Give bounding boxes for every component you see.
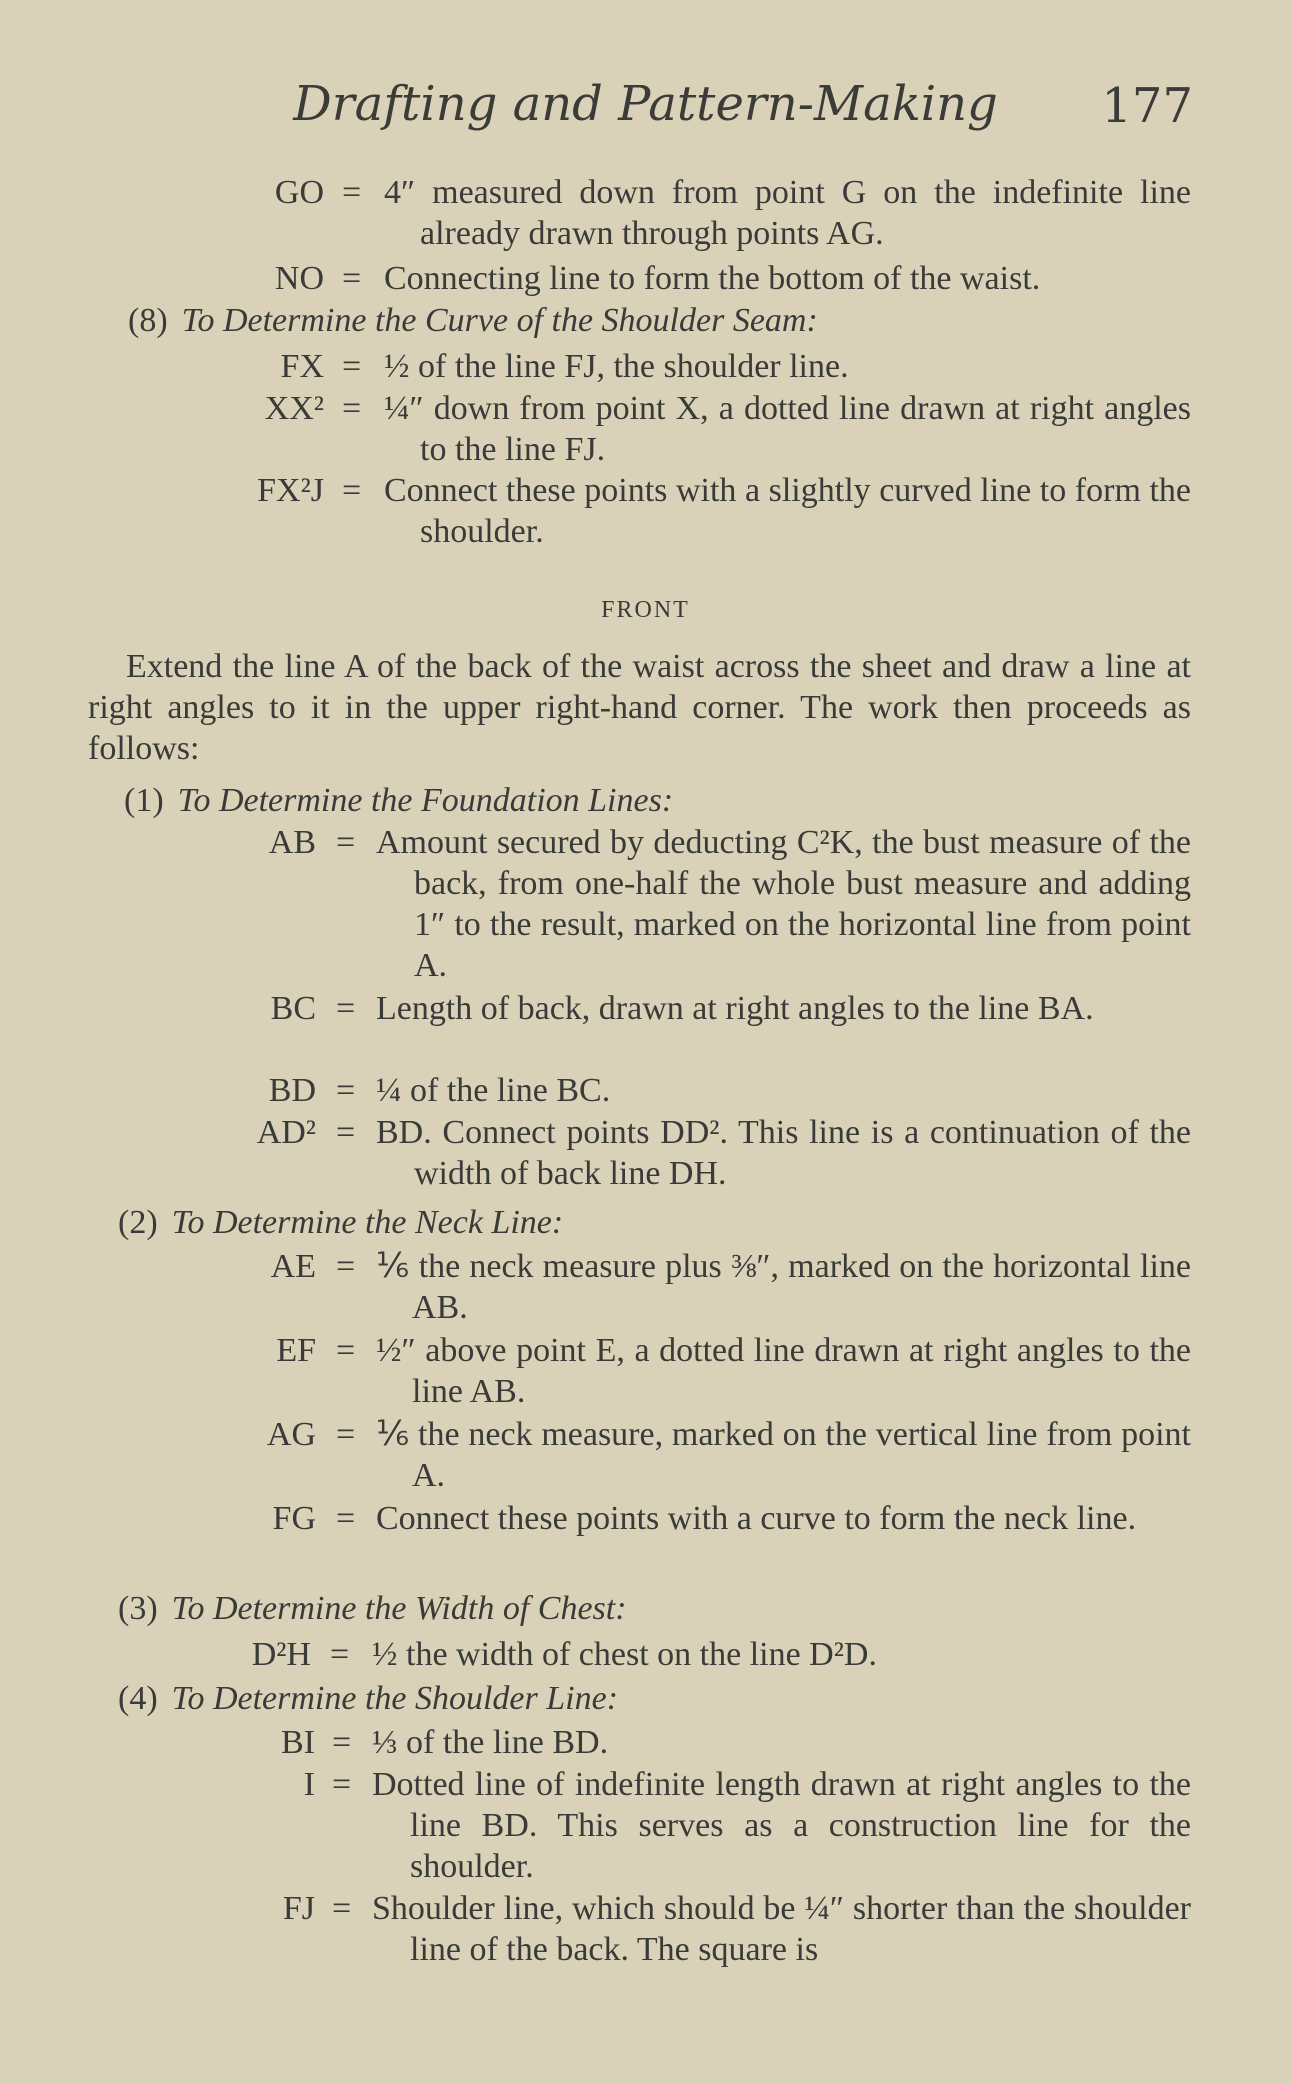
definition-term: EF bbox=[276, 1332, 316, 1369]
section-number: (4) bbox=[118, 1680, 158, 1717]
definition-term: XX² bbox=[264, 390, 324, 427]
definition-text: Connect these points with a curve to form the neck line. bbox=[376, 1500, 1137, 1537]
definition-text: Shoulder line, which should be ¼″ shorter than the shoulder line of the back. The square is bbox=[372, 1890, 1191, 1968]
equals-sign: = bbox=[336, 1416, 356, 1453]
definition-term: FX bbox=[280, 348, 324, 385]
definition-term: FG bbox=[272, 1500, 316, 1537]
equals-sign: = bbox=[332, 1890, 352, 1927]
definition-term: BI bbox=[281, 1724, 315, 1761]
definition-term: FX²J bbox=[257, 472, 324, 509]
definition-term: FJ bbox=[282, 1890, 315, 1927]
equals-sign: = bbox=[336, 1114, 356, 1151]
section-heading-3 bbox=[118, 1588, 627, 1629]
definition-text: Amount secured by deducting C²K, the bust measure of the back, from one-half the whole bust measure and adding 1″ to the result, marked on the horizontal line from point A. bbox=[376, 824, 1191, 984]
section-heading-8 bbox=[128, 300, 818, 341]
equals-sign: = bbox=[342, 390, 362, 427]
equals-sign: = bbox=[342, 174, 362, 211]
definition-text: ½ the width of chest on the line D²D. bbox=[372, 1636, 877, 1673]
definition-text: Connecting line to form the bottom of the waist. bbox=[384, 260, 1041, 297]
section-title: To Determine the Width of Chest: bbox=[171, 1590, 627, 1627]
section-title: To Determine the Curve of the Shoulder Seam: bbox=[181, 302, 818, 339]
equals-sign: = bbox=[336, 990, 356, 1027]
definition-text: Length of back, drawn at right angles to the line BA. bbox=[376, 990, 1094, 1027]
definition-term: AB bbox=[268, 824, 316, 861]
definition-term: GO bbox=[274, 174, 324, 211]
equals-sign: = bbox=[336, 824, 356, 861]
equals-sign: = bbox=[336, 1248, 356, 1285]
definition-term: AG bbox=[266, 1416, 316, 1453]
definition-term: AE bbox=[270, 1248, 316, 1285]
equals-sign: = bbox=[336, 1332, 356, 1369]
definition-text: Connect these points with a slightly curved line to form the shoulder. bbox=[384, 472, 1191, 550]
equals-sign: = bbox=[332, 1766, 352, 1803]
section-heading-front: FRONT bbox=[601, 597, 690, 623]
definition-text: ⅓ of the line BD. bbox=[372, 1724, 609, 1761]
definition-term: I bbox=[303, 1766, 315, 1803]
equals-sign: = bbox=[336, 1500, 356, 1537]
running-header-title: Drafting and Pattern-Making bbox=[293, 76, 998, 132]
definition-term: NO bbox=[274, 260, 324, 297]
section-number: (1) bbox=[124, 782, 164, 819]
definition-text: ½″ above point E, a dotted line drawn at right angles to the line AB. bbox=[376, 1332, 1191, 1410]
section-number: (2) bbox=[118, 1204, 158, 1241]
definition-term: AD² bbox=[256, 1114, 316, 1151]
equals-sign: = bbox=[342, 348, 362, 385]
definition-term: BD bbox=[268, 1072, 316, 1109]
equals-sign: = bbox=[330, 1636, 350, 1673]
equals-sign: = bbox=[332, 1724, 352, 1761]
front-intro-paragraph: Extend the line A of the back of the waist across the sheet and draw a line at right angles to it in the upper right-hand corner. The work then proceeds as follows: bbox=[88, 648, 1191, 767]
definition-text: Dotted line of indefinite length drawn at right angles to the line BD. This serves as a construction line for the shoulder. bbox=[372, 1766, 1191, 1885]
definition-text: 4″ measured down from point G on the indefinite line already drawn through points AG. bbox=[384, 174, 1191, 252]
definition-term: D²H bbox=[251, 1636, 311, 1673]
equals-sign: = bbox=[342, 260, 362, 297]
section-heading-4 bbox=[118, 1678, 618, 1719]
equals-sign: = bbox=[336, 1072, 356, 1109]
section-number: (3) bbox=[118, 1590, 158, 1627]
section-heading-1 bbox=[124, 780, 673, 821]
section-title: To Determine the Shoulder Line: bbox=[171, 1680, 619, 1717]
definition-text: BD. Connect points DD². This line is a continuation of the width of back line DH. bbox=[376, 1114, 1191, 1192]
section-title: To Determine the Neck Line: bbox=[171, 1204, 564, 1241]
definition-text: ⅙ the neck measure plus ⅜″, marked on the horizontal line AB. bbox=[376, 1248, 1191, 1326]
section-title: To Determine the Foundation Lines: bbox=[177, 782, 674, 819]
definition-text: ⅙ the neck measure, marked on the vertical line from point A. bbox=[376, 1416, 1191, 1494]
definition-text: ¼″ down from point X, a dotted line drawn at right angles to the line FJ. bbox=[384, 390, 1191, 468]
definition-text: ¼ of the line BC. bbox=[376, 1072, 611, 1109]
page-number: 177 bbox=[1101, 78, 1193, 134]
definition-text: ½ of the line FJ, the shoulder line. bbox=[384, 348, 849, 385]
section-heading-2 bbox=[118, 1202, 563, 1243]
definition-term: BC bbox=[270, 990, 316, 1027]
equals-sign: = bbox=[342, 472, 362, 509]
section-number: (8) bbox=[128, 302, 168, 339]
